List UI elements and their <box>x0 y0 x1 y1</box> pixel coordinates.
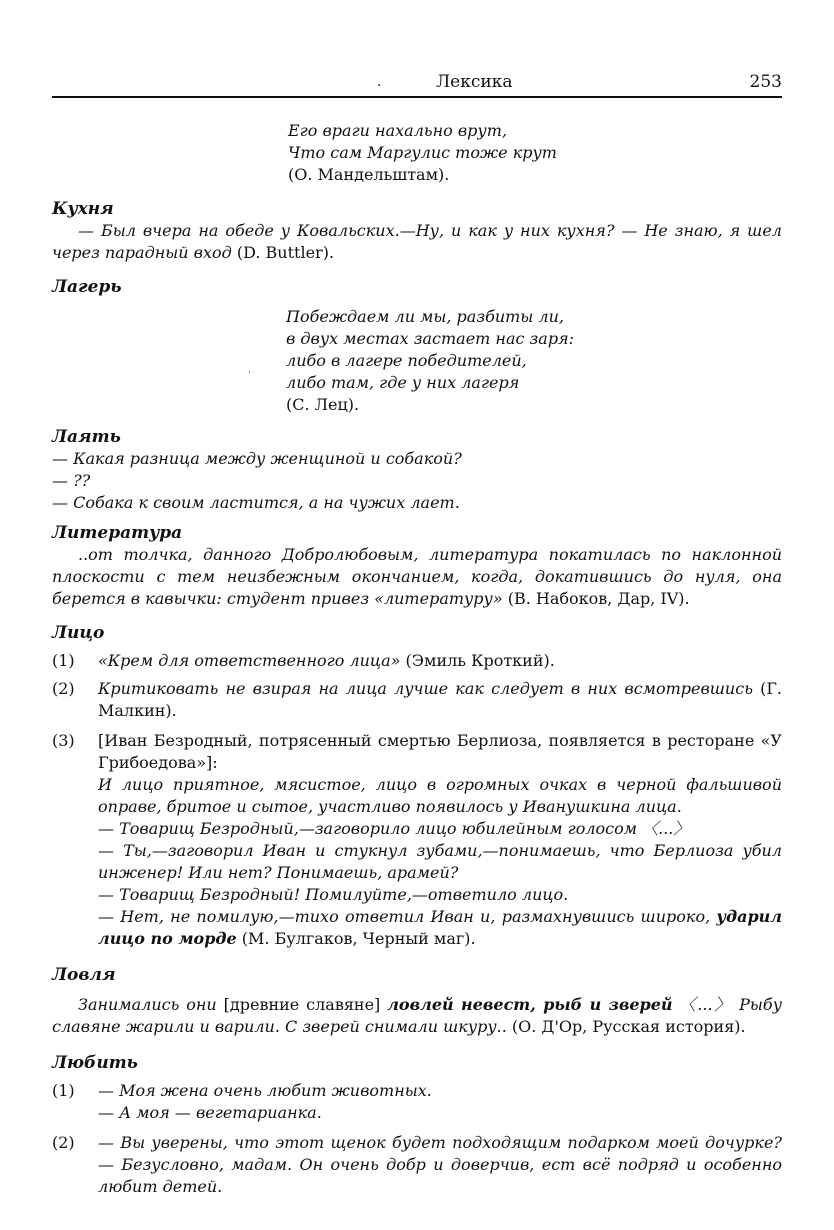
list-item <box>52 678 782 722</box>
entry-heading-literatura: Литература <box>52 523 183 543</box>
verse-line: в двух местах застает нас заря: <box>286 329 575 348</box>
quote-line: — Товарищ Безродный,—заговорило лицо юбилейным голосом 〈...〉 <box>98 819 690 838</box>
entry-heading-kukhnya: Кухня <box>52 199 114 219</box>
verse-line: Его враги нахально врут, <box>288 121 507 140</box>
verse-mandelstam <box>288 120 782 186</box>
dialog-line: — ?? <box>52 471 91 490</box>
quote-text: Критиковать не взирая на лица лучше как следует в них всмотревшись <box>98 679 753 698</box>
entry-heading-litso: Лицо <box>52 623 105 643</box>
verse-line: либо в лагере победителей, <box>286 351 527 370</box>
item-intro: [Иван Безродный, потрясенный смертью Берлиоза, появляется в ресторане «У Грибоедова»]: <box>98 731 782 772</box>
verse-source: (С. Лец). <box>286 395 360 414</box>
verse-line: либо там, где у них лагеря <box>286 373 520 392</box>
entry-text-literatura <box>52 544 782 610</box>
running-header <box>52 72 782 96</box>
quote-text: ..от толчка, данного Добролюбовым, литература покатилась по наклонной плоскости с тем неизбежным окончанием, когда, докатившись до нуля, она берется в кавычки: студент привез «литературу» <box>52 545 782 608</box>
verse-line: Побеждаем ли мы, разбиты ли, <box>286 307 564 326</box>
dialog-line: — Какая разница между женщиной и собакой? <box>52 449 462 468</box>
quote-source: (В. Набоков, Дар, IV). <box>502 589 690 608</box>
verse-line: Что сам Маргулис тоже крут <box>288 143 557 162</box>
quote-bracket: [древние славяне] <box>216 995 388 1014</box>
verse-lec <box>286 306 782 416</box>
item-number: (3) <box>52 731 75 750</box>
entry-text-kukhnya <box>52 220 782 264</box>
quote-source: (О. Д'Ор, Русская история). <box>506 1017 746 1036</box>
entry-heading-lyubit: Любить <box>52 1053 138 1073</box>
quote-emphasis: ловлей невест, рыб и зверей <box>387 995 673 1014</box>
quote-text: — Вы уверены, что этот щенок будет подходящим подарком моей дочурке? — Безусловно, мадам. Он очень добр и доверчив, ест всё подряд и особенно любит детей. <box>98 1133 782 1196</box>
list-item <box>52 650 782 672</box>
quote-line <box>98 906 782 950</box>
entry-text-lovlya <box>52 994 782 1038</box>
quote-text: Занимались они <box>78 995 217 1014</box>
quote-text: 〈...〉 Рыбу славяне жарили и варили. С зверей снимали шкуру.. <box>52 995 782 1036</box>
page-content <box>52 120 782 1198</box>
item-number: (2) <box>52 1133 75 1152</box>
dialog-line: — Моя жена очень любит животных. <box>98 1081 432 1100</box>
stray-mark: · <box>248 368 251 378</box>
quote-emphasis: ударил лицо по морде <box>98 907 782 948</box>
quote-source: (D. Buttler). <box>231 243 335 262</box>
quote-text: «Крем для ответственного лица» <box>98 651 401 670</box>
list-item <box>52 730 782 950</box>
item-number: (1) <box>52 651 75 670</box>
quote-source: (М. Булгаков, Черный маг). <box>236 929 476 948</box>
item-number: (2) <box>52 679 75 698</box>
verse-source: (О. Мандельштам). <box>288 165 450 184</box>
dialog-line: — А моя — вегетарианка. <box>98 1103 322 1122</box>
quote-line: И лицо приятное, мясистое, лицо в огромных очках в черной фальшивой оправе, бритое и сытое, участливо появилось у Иванушкина лица. <box>98 775 782 816</box>
entry-heading-layat: Лаять <box>52 427 121 447</box>
quote-line: — Ты,—заговорил Иван и стукнул зубами,—понимаешь, что Берлиоза убил инженер! Или нет? Понимаешь, арамей? <box>98 841 782 882</box>
header-rule <box>52 96 782 98</box>
quote-source: (Эмиль Кроткий). <box>400 651 555 670</box>
list-item <box>52 1080 782 1124</box>
dialog-line: — Собака к своим ластится, а на чужих лает. <box>52 493 460 512</box>
entry-heading-lager: Лагерь <box>52 277 122 297</box>
header-dot: . <box>377 74 382 90</box>
header-title: Лексика <box>436 72 513 92</box>
quote-source: (Г. Малкин). <box>98 679 782 720</box>
list-item <box>52 1132 782 1198</box>
item-number: (1) <box>52 1081 75 1100</box>
quote-text: — Был вчера на обеде у Ковальских.—Ну, и как у них кухня? — Не знаю, я шел через парадный вход <box>52 221 782 262</box>
page-number: 253 <box>749 72 782 92</box>
entry-heading-lovlya: Ловля <box>52 965 116 985</box>
quote-text: — Нет, не помилую,—тихо ответил Иван и, размахнувшись широко, <box>98 907 717 926</box>
quote-line: — Товарищ Безродный! Помилуйте,—ответило лицо. <box>98 885 569 904</box>
